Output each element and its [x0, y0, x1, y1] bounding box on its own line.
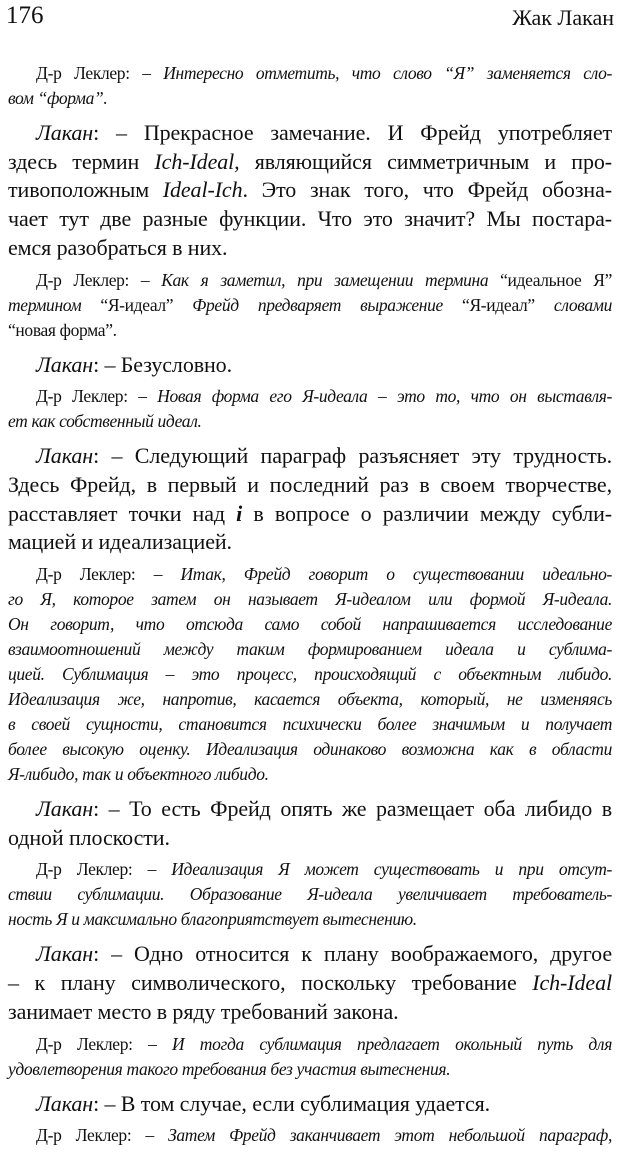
italic-text: ет как собственный идеал.: [8, 411, 202, 432]
text-line: [8, 612, 612, 637]
text-line: [8, 61, 612, 86]
italic-text: удовлетворения такого требования без участия вытеснения.: [8, 1058, 451, 1079]
lacan-paragraph: [8, 119, 612, 263]
italic-text: Идеализация же, напротив, касается объекта, который, не изменяясь: [8, 689, 612, 710]
text: емся разобраться в них.: [8, 234, 228, 260]
text-line: [8, 940, 612, 969]
text-line: [8, 712, 612, 737]
text-line: [8, 234, 612, 263]
text: мацией и идеализацией.: [8, 529, 232, 555]
running-title: Жак Лакан: [512, 5, 614, 30]
text-line: [8, 119, 612, 148]
text: : – То есть Фрейд опять же размещает оба либидо в: [93, 796, 612, 822]
italic-text: Лакан: [36, 443, 94, 469]
lacan-paragraph: [8, 1090, 612, 1119]
italic-text: Лакан: [36, 796, 94, 822]
italic-text: Ich-Ideal,: [154, 148, 240, 174]
text: одной плоскости.: [8, 824, 170, 850]
italic-text: в своей сущности, становится психически более значимым и получает: [8, 714, 612, 735]
text: занимает место в ряду требований закона.: [8, 998, 399, 1024]
text-line: [8, 587, 612, 612]
page-number: 176: [6, 2, 44, 29]
italic-text: Я-либидо, так и объектного либидо.: [8, 764, 269, 785]
leclaire-paragraph: [8, 61, 612, 111]
lacan-paragraph: [8, 442, 612, 557]
italic-text: Ich-Ideal: [532, 970, 612, 996]
text-line: [8, 409, 612, 434]
lacan-paragraph: [8, 795, 612, 852]
italic-text: ность Я и максимально благоприятствует вытеснению.: [8, 909, 417, 930]
text: Д-р Леклер: –: [36, 564, 181, 585]
text: Д-р Леклер: –: [36, 859, 172, 880]
text: : – Одно относится к плану воображаемого, другое: [93, 941, 612, 967]
text-line: [8, 176, 612, 205]
text: : – Следующий параграф разъясняет эту трудность.: [93, 443, 612, 469]
italic-text: И тогда сублимация предлагает окольный путь для: [172, 1033, 612, 1054]
text-line: [8, 148, 612, 177]
leclaire-paragraph: [8, 1032, 612, 1082]
italic-text: Лакан: [36, 1090, 94, 1116]
italic-text: Как я заметил, при замещении термина: [161, 269, 501, 290]
text-line: [8, 662, 612, 687]
italic-text: термином: [8, 294, 101, 315]
text-line: [8, 907, 612, 932]
leclaire-paragraph: [8, 384, 612, 434]
text-line: [8, 293, 612, 318]
text-line: [8, 471, 612, 500]
page-body: [8, 55, 612, 1148]
text: : – В том случае, если сублимация удается.: [93, 1090, 491, 1116]
text-line: [8, 268, 612, 293]
text: : – Безусловно.: [93, 351, 232, 377]
text-line: [8, 969, 612, 998]
text: “Я-идеал”: [100, 294, 193, 315]
text: Д-р Леклер: –: [36, 63, 164, 83]
text: “Я-идеал”: [462, 294, 554, 315]
leclaire-paragraph: [8, 857, 612, 932]
text-line: [8, 86, 612, 111]
italic-text: i: [236, 500, 243, 526]
text-line: [8, 500, 612, 529]
text-line: [8, 1057, 612, 1082]
italic-text: Ideal-Ich: [162, 177, 243, 203]
leclaire-paragraph: [8, 268, 612, 343]
italic-text: Новая форма его Я-идеала – это то, что он выставля-: [157, 386, 612, 407]
text: расставляет точки над: [8, 500, 237, 526]
text-line: [8, 562, 612, 587]
text: здесь термин: [8, 148, 155, 174]
text-line: [8, 1090, 612, 1119]
text: в вопросе о различии между субли-: [242, 500, 612, 526]
leclaire-paragraph: [8, 562, 612, 787]
text: . Это знак того, что Фрейд обозна-: [242, 177, 612, 203]
italic-text: ствии сублимации. Образование Я-идеала увеличивает требователь-: [8, 884, 612, 905]
lacan-paragraph: [8, 351, 612, 380]
italic-text: словами: [553, 294, 612, 315]
text-line: [8, 824, 612, 853]
text: “идеальное Я”: [500, 269, 612, 290]
text: Д-р Леклер: –: [36, 1125, 169, 1146]
lacan-paragraph: [8, 940, 612, 1026]
text: : – Прекрасное замечание. И Фрейд употребляет: [93, 120, 612, 145]
italic-text: Интересно отметить, что слово “Я” заменяется сло-: [163, 63, 612, 83]
text: являющийся симметричным и про-: [239, 148, 612, 174]
text-line: [8, 1032, 612, 1057]
text-line: [8, 318, 612, 343]
italic-text: взаимоотношений между таким формированием идеала и сублима-: [8, 639, 612, 660]
leclaire-paragraph: [8, 1123, 612, 1148]
text-line: [8, 882, 612, 907]
italic-text: Фрейд предваряет выражение: [192, 294, 463, 315]
text: – к плану символического, поскольку требование: [8, 970, 533, 996]
italic-text: Затем Фрейд заканчивает этот небольшой параграф,: [168, 1125, 612, 1146]
text-line: [8, 637, 612, 662]
text: тивоположным: [8, 177, 163, 203]
text-line: [8, 795, 612, 824]
text: чает тут две разные функции. Что это значит? Мы постара-: [8, 206, 612, 232]
text-line: [8, 528, 612, 557]
italic-text: более высокую оценку. Идеализация одинаково возможна как в области: [8, 739, 612, 760]
text: Здесь Фрейд, в первый и последний раз в своем творчестве,: [8, 471, 612, 497]
text: Д-р Леклер: –: [36, 386, 158, 407]
text-line: [8, 351, 612, 380]
text-line: [8, 384, 612, 409]
italic-text: Лакан: [36, 941, 94, 967]
text-line: [8, 442, 612, 471]
text: Д-р Леклер: –: [36, 1033, 173, 1054]
italic-text: Он говорит, что отсюда само собой напрашивается исследование: [8, 614, 612, 635]
text-line: [8, 1123, 612, 1148]
italic-text: Лакан: [36, 351, 94, 377]
text: “новая форма”.: [8, 319, 117, 340]
italic-text: го Я, которое затем он называет Я-идеалом или формой Я-идеала.: [8, 589, 612, 610]
text-line: [8, 205, 612, 234]
text-line: [8, 857, 612, 882]
italic-text: Лакан: [36, 120, 94, 145]
italic-text: Итак, Фрейд говорит о существовании идеально-: [180, 564, 613, 585]
italic-text: цией. Сублимация – это процесс, происходящий с объектным либидо.: [8, 664, 612, 685]
text-line: [8, 762, 612, 787]
text: Д-р Леклер: –: [36, 269, 162, 290]
page-header: [6, 2, 614, 36]
italic-text: вом “форма”.: [8, 88, 108, 108]
text-line: [8, 998, 612, 1027]
text-line: [8, 737, 612, 762]
italic-text: Идеализация Я может существовать и при отсут-: [171, 859, 612, 880]
text-line: [8, 687, 612, 712]
